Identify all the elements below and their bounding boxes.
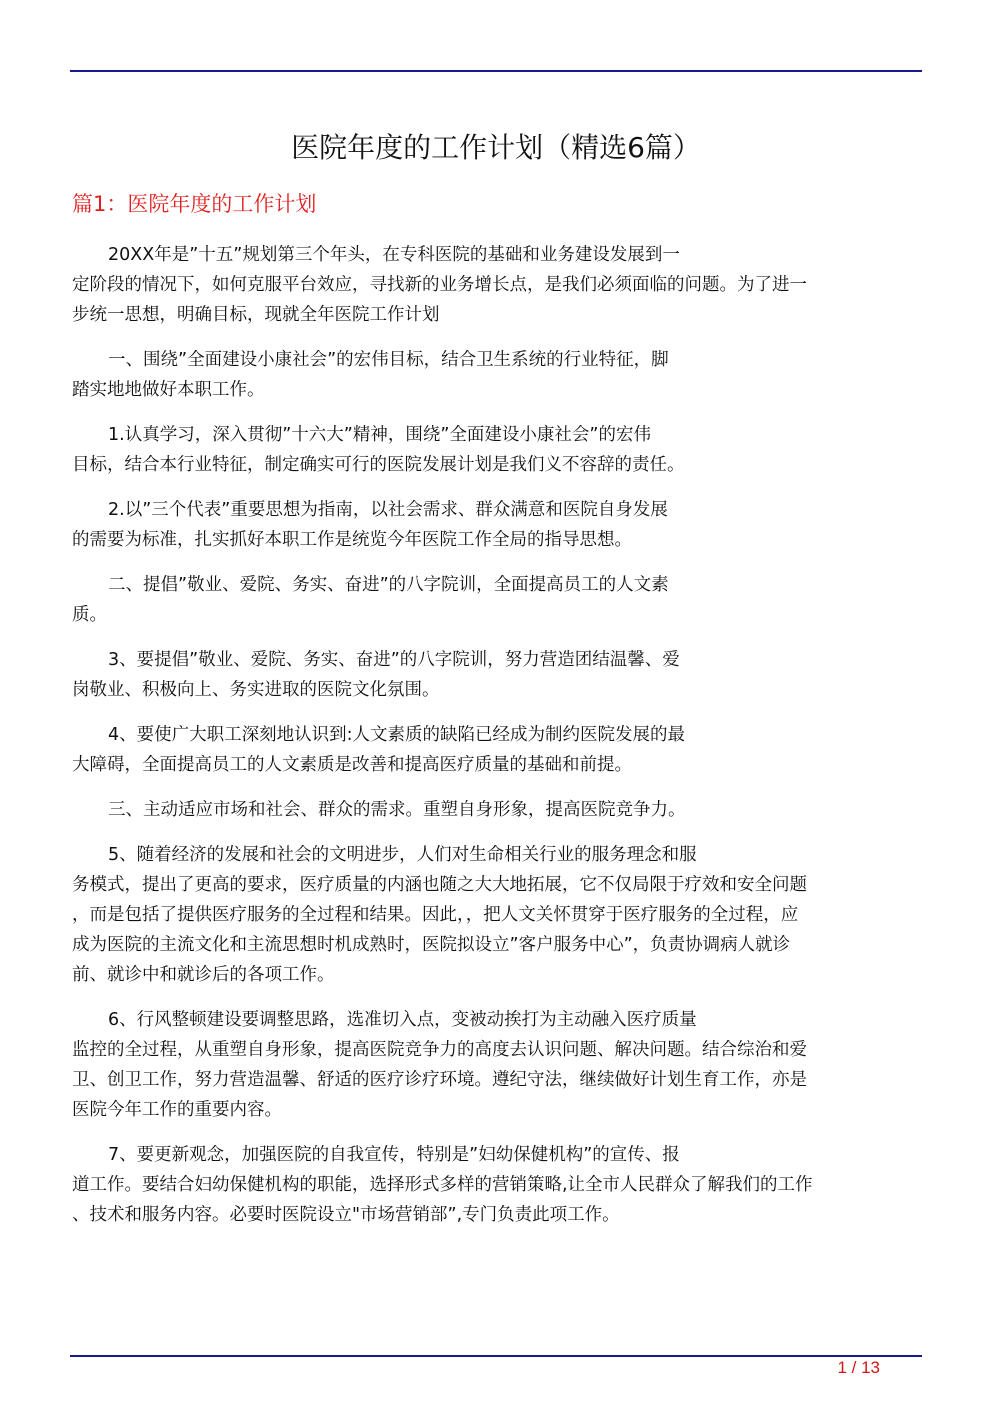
paragraph-line: 医院今年工作的重要内容。	[72, 1100, 282, 1120]
paragraph	[72, 495, 920, 555]
paragraph	[72, 1005, 920, 1125]
paragraph-line: 4、要使广大职工深刻地认识到:人文素质的缺陷已经成为制约医院发展的最	[108, 725, 686, 745]
paragraph	[72, 345, 920, 405]
paragraph	[72, 420, 920, 480]
paragraph-line: 定阶段的情况下，如何克服平台效应，寻找新的业务增长点，是我们必须面临的问题。为了进一	[72, 275, 807, 295]
paragraph-line: 6、行风整顿建设要调整思路，选准切入点，变被动挨打为主动融入医疗质量	[108, 1010, 697, 1030]
paragraph-line: 一、围绕”全面建设小康社会”的宏伟目标，结合卫生系统的行业特征，脚	[108, 350, 669, 370]
paragraph-line: 1.认真学习，深入贯彻”十六大”精神，围绕”全面建设小康社会”的宏伟	[108, 425, 651, 445]
paragraph-line: 道工作。要结合妇幼保健机构的职能，选择形式多样的营销策略,让全市人民群众了解我们的工作	[72, 1175, 813, 1195]
paragraph-line: 踏实地地做好本职工作。	[72, 380, 265, 400]
paragraph-line: 2.以”三个代表”重要思想为指南，以社会需求、群众满意和医院自身发展	[108, 500, 668, 520]
paragraph-line: 成为医院的主流文化和主流思想时机成熟时，医院拟设立”客户服务中心”，负责协调病人就诊	[72, 935, 791, 955]
footer-rule	[70, 1355, 922, 1357]
paragraph-line: 前、就诊中和就诊后的各项工作。	[72, 965, 335, 985]
paragraph-line: 20XX年是”十五”规划第三个年头，在专科医院的基础和业务建设发展到一	[108, 245, 680, 265]
paragraph	[72, 795, 920, 825]
paragraph-line: 卫、创卫工作，努力营造温馨、舒适的医疗诊疗环境。遵纪守法，继续做好计划生育工作，亦是	[72, 1070, 807, 1090]
paragraph-line: 质。	[72, 605, 107, 625]
paragraph-line: 监控的全过程，从重塑自身形象，提高医院竞争力的高度去认识问题、解决问题。结合综治和爱	[72, 1040, 807, 1060]
paragraph-line: 二、提倡”敬业、爱院、务实、奋进”的八字院训，全面提高员工的人文素	[108, 575, 669, 595]
paragraph-line: 岗敬业、积极向上、务实进取的医院文化氛围。	[72, 680, 440, 700]
paragraph	[72, 720, 920, 780]
paragraph-line: 务模式，提出了更高的要求，医疗质量的内涵也随之大大地拓展，它不仅局限于疗效和安全问题	[72, 875, 807, 895]
paragraph-line: 大障碍，全面提高员工的人文素质是改善和提高医疗质量的基础和前提。	[72, 755, 632, 775]
paragraph	[72, 840, 920, 990]
paragraph-line: ，而是包括了提供医疗服务的全过程和结果。因此，，把人文关怀贯穿于医疗服务的全过程，应	[72, 905, 799, 925]
paragraph-line: 三、主动适应市场和社会、群众的需求。重塑自身形象，提高医院竞争力。	[108, 800, 686, 820]
section-heading: 篇1：医院年度的工作计划	[72, 192, 317, 216]
paragraph-line: 、技术和服务内容。必要时医院设立"市场营销部”,专门负责此项工作。	[72, 1205, 620, 1225]
paragraph-line: 步统一思想，明确目标，现就全年医院工作计划	[72, 305, 440, 325]
paragraph-line: 7、要更新观念，加强医院的自我宣传，特别是”妇幼保健机构”的宣传、报	[108, 1145, 680, 1165]
paragraph	[72, 1140, 920, 1230]
paragraph	[72, 240, 920, 330]
paragraph	[72, 570, 920, 630]
paragraph-line: 3、要提倡”敬业、爱院、务实、奋进”的八字院训，努力营造团结温馨、爱	[108, 650, 680, 670]
paragraph-line: 5、随着经济的发展和社会的文明进步，人们对生命相关行业的服务理念和服	[108, 845, 697, 865]
paragraph-line: 目标，结合本行业特征，制定确实可行的医院发展计划是我们义不容辞的责任。	[72, 455, 685, 475]
paragraph-line: 的需要为标准，扎实抓好本职工作是统览今年医院工作全局的指导思想。	[72, 530, 632, 550]
page-number: 1 / 13	[837, 1358, 880, 1377]
document-title: 医院年度的工作计划（精选6篇）	[291, 131, 701, 164]
paragraph	[72, 645, 920, 705]
header-rule	[70, 70, 922, 72]
document-body	[72, 240, 920, 1245]
